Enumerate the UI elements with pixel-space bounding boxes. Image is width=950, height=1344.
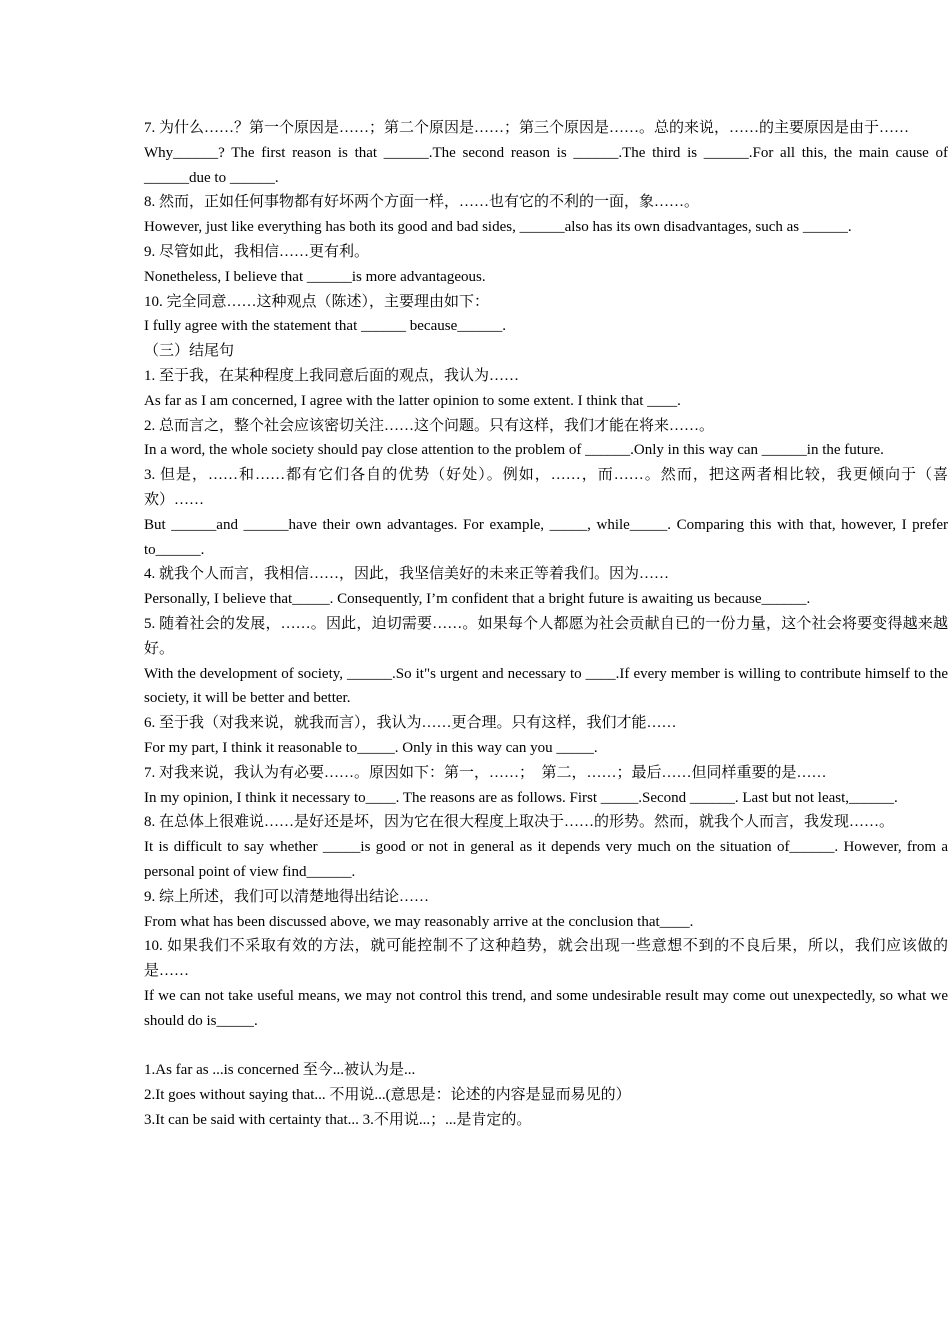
reason-q8-cn: 8. 然而，正如任何事物都有好坏两个方面一样，……也有它的不利的一面，象……。 bbox=[144, 194, 700, 211]
closing-5-cn: 5. 随着社会的发展，……。因此，迫切需要……。如果每个人都愿为社会贡献自已的一份力量，这个社会将要变得越来越好。 bbox=[144, 615, 948, 657]
document-page bbox=[144, 116, 948, 1133]
closing-2-cn: 2. 总而言之，整个社会应该密切关注……这个问题。只有这样，我们才能在将来……。 bbox=[144, 417, 715, 434]
closing-4-en: Personally, I believe that_____. Consequently, I’m confident that a bright future is awaiting us because______. bbox=[144, 591, 811, 608]
closing-8-cn: 8. 在总体上很难说……是好还是坏，因为它在很大程度上取决于……的形势。然而，就我个人而言，我发现……。 bbox=[144, 814, 895, 831]
closing-6-cn: 6. 至于我（对我来说，就我而言），我认为……更合理。只有这样，我们才能…… bbox=[144, 715, 677, 732]
blank-line bbox=[144, 1033, 948, 1058]
closing-9-en: From what has been discussed above, we may reasonably arrive at the conclusion that____. bbox=[144, 913, 694, 930]
phrase-1: 1.As far as ...is concerned 至今...被认为是... bbox=[144, 1062, 416, 1079]
reason-q9-cn: 9. 尽管如此，我相信……更有利。 bbox=[144, 243, 370, 260]
closing-6-en: For my part, I think it reasonable to_____. Only in this way can you _____. bbox=[144, 739, 598, 756]
closing-7-cn: 7. 对我来说，我认为有必要……。原因如下：第一，……； 第二，……；最后……但同样重要的是…… bbox=[144, 764, 827, 781]
reason-q9-en: Nonetheless, I believe that ______is more advantageous. bbox=[144, 268, 486, 285]
closing-1-en: As far as I am concerned, I agree with the latter opinion to some extent. I think that ____. bbox=[144, 392, 681, 409]
closing-9-cn: 9. 综上所述，我们可以清楚地得出结论…… bbox=[144, 888, 430, 905]
closing-3-en: But ______and ______have their own advantages. For example, _____, while_____. Comparing this with that, however, I prefer to______. bbox=[144, 516, 948, 558]
closing-10-cn: 10. 如果我们不采取有效的方法，就可能控制不了这种趋势，就会出现一些意想不到的不良后果，所以，我们应该做的是…… bbox=[144, 938, 948, 980]
closing-5-en: With the development of society, ______.So it"s urgent and necessary to ____.If every member is willing to contribute himself to the society, it will be better and better. bbox=[144, 665, 948, 707]
reason-q8-en: However, just like everything has both its good and bad sides, ______also has its own disadvantages, such as ______. bbox=[144, 219, 852, 236]
phrase-3: 3.It can be said with certainty that... 3.不用说...；...是肯定的。 bbox=[144, 1111, 532, 1128]
closing-7-en: In my opinion, I think it necessary to____. The reasons are as follows. First _____.Second ______. Last but not least,______. bbox=[144, 789, 898, 806]
closing-1-cn: 1. 至于我，在某种程度上我同意后面的观点，我认为…… bbox=[144, 367, 520, 384]
reason-q10-en: I fully agree with the statement that ______ because______. bbox=[144, 318, 506, 335]
reason-q10-cn: 10. 完全同意……这种观点（陈述），主要理由如下： bbox=[144, 293, 490, 310]
closing-4-cn: 4. 就我个人而言，我相信……，因此，我坚信美好的未来正等着我们。因为…… bbox=[144, 566, 670, 583]
reason-q7-en: Why______? The first reason is that ______.The second reason is ______.The third is ______.For all this, the main cause of ______due to ______. bbox=[144, 144, 948, 186]
closing-3-cn: 3. 但是，……和……都有它们各自的优势（好处）。例如，……，而……。然而，把这两者相比较，我更倾向于（喜欢）…… bbox=[144, 467, 948, 508]
section-heading-closing: （三）结尾句 bbox=[144, 343, 235, 360]
reason-q7-cn: 7. 为什么……？第一个原因是……；第二个原因是……；第三个原因是……。总的来说，……的主要原因是由于…… bbox=[144, 120, 910, 136]
phrase-2: 2.It goes without saying that... 不用说...(意思是：论述的内容是显而易见的） bbox=[144, 1087, 631, 1104]
closing-8-en: It is difficult to say whether _____is good or not in general as it depends very much on the situation of______. However, from a personal point of view find______. bbox=[144, 839, 948, 880]
closing-10-en: If we can not take useful means, we may not control this trend, and some undesirable result may come out unexpectedly, so what we should do is_____. bbox=[144, 987, 948, 1029]
closing-2-en: In a word, the whole society should pay close attention to the problem of ______.Only in this way can ______in the future. bbox=[144, 442, 884, 459]
